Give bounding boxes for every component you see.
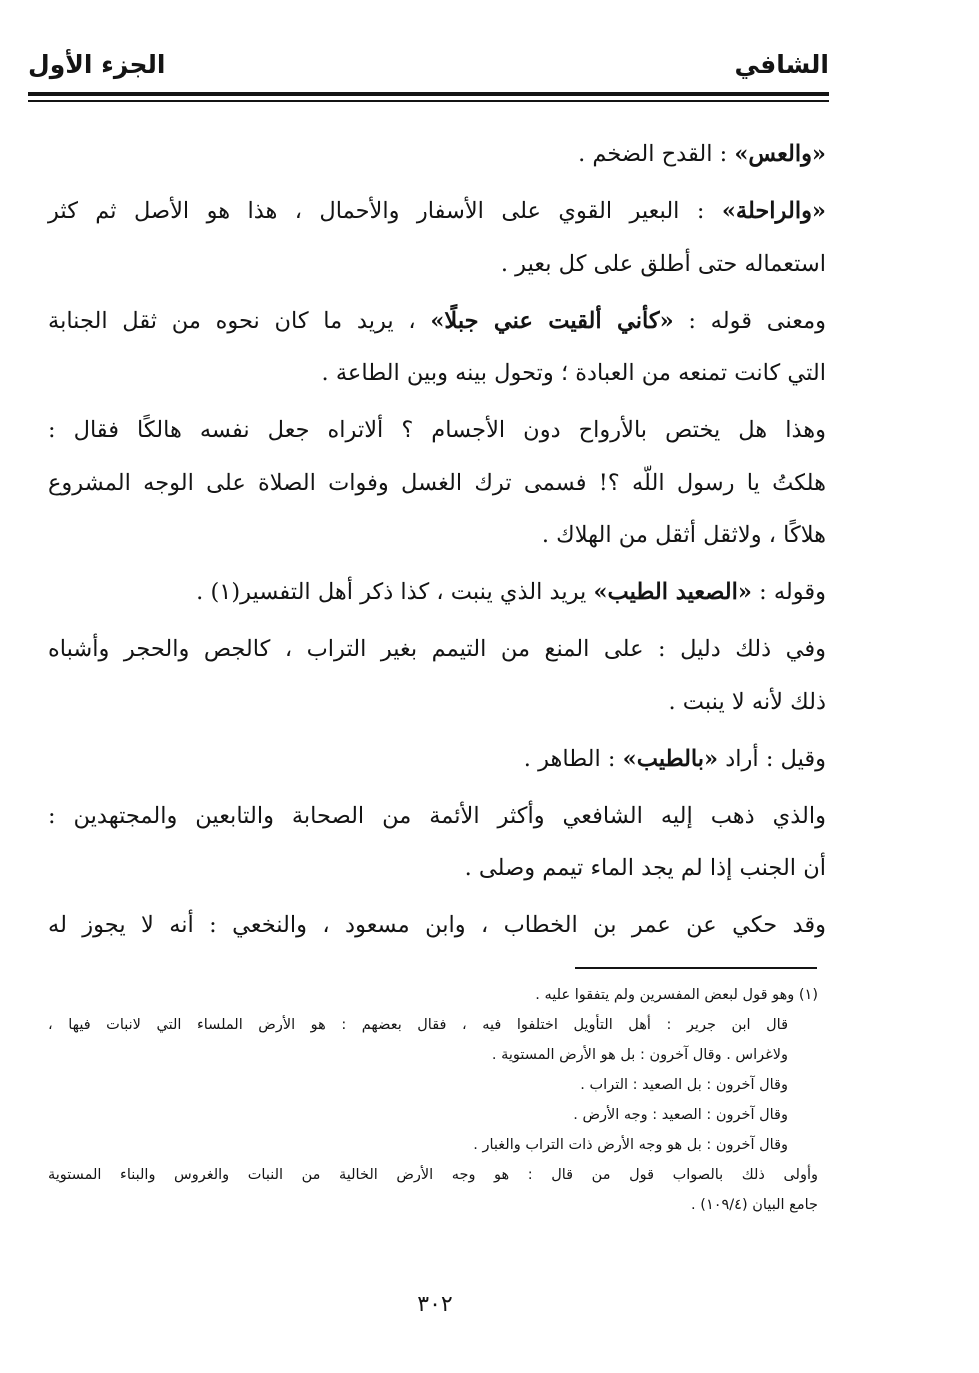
footnote-line: وقال آخرون : بل الصعيد : التراب .	[580, 1077, 788, 1093]
text-line: أن الجنب إذا لم يجد الماء تيمم وصلى .	[464, 855, 826, 881]
text-line: ذلك لأنه لا ينبت .	[668, 688, 826, 715]
running-header	[28, 50, 829, 86]
main-text	[48, 128, 826, 956]
footnotes	[48, 980, 818, 1220]
footnote-line: وقال آخرون : بل هو وجه الأرض ذات التراب والغبار .	[473, 1137, 788, 1153]
text-line: وفي ذلك دليل : على المنع من التيمم بغير التراب ، كالجص والحجر وأشباه	[48, 636, 826, 662]
footnote-line: وأولى ذلك بالصواب قول من قال : هو وجه الأرض الخالية من النبات والغروس والبناء المستوية	[48, 1167, 818, 1183]
text-line: استعماله حتى أطلق على كل بعير .	[500, 250, 826, 277]
key-term: «كأني ألقيت عني جبلًا»	[430, 307, 674, 334]
text-line: ومعنى قوله : «كأني ألقيت عني جبلًا» ، يريد ما كان نحوه من ثقل الجنابة	[48, 307, 827, 334]
footnote-line: قال ابن جرير : أهل التأويل اختلفوا فيه ، فقال بعضهم : هو الأرض الملساء التي لانبات فيها ،	[48, 1017, 788, 1033]
key-term: «بالطيب»	[622, 745, 719, 772]
text-line: هلكتُ يا رسول اللّه ؟! فسمى ترك الغسل وفوات الصلاة على الوجه المشروع	[48, 469, 826, 496]
text-line: «والعس» : القدح الضخم .	[578, 141, 826, 167]
text-line: التي كانت تمنعه من العبادة ؛ وتحول بينه وبين الطاعة .	[321, 360, 826, 386]
paragraph	[48, 623, 826, 728]
key-term: «والراحلة»	[721, 198, 826, 224]
text-line: هلاكًا ، ولاثقل أثقل من الهلاك .	[541, 522, 826, 548]
paragraph	[48, 899, 826, 952]
key-term: «والعس»	[734, 141, 826, 167]
paragraph	[48, 185, 826, 290]
page-number: ٣٠٢	[417, 1292, 453, 1317]
paragraph	[48, 790, 826, 895]
key-term: «الصعيد الطيب»	[593, 579, 752, 605]
text-line: وهذا هل يختص بالأرواح دون الأجسام ؟ ألاتراه جعل نفسه هالكًا فقال :	[48, 417, 826, 443]
footnote-separator	[575, 967, 817, 969]
header-rule-thick	[28, 92, 829, 96]
footnote-line: جامع البيان (١٠٩/٤) .	[691, 1197, 818, 1213]
paragraph	[48, 295, 826, 400]
paragraph	[48, 404, 826, 562]
header-rule-thin	[28, 100, 829, 102]
paragraph	[48, 128, 826, 181]
text-line: وقيل : أراد «بالطيب» : الطاهر .	[523, 745, 826, 772]
footnote-line: ولاغراس . وقال آخرون : بل هو الأرض المستوية .	[491, 1047, 788, 1063]
text-line: وقوله : «الصعيد الطيب» يريد الذي ينبت ، كذا ذكر أهل التفسير(١) .	[196, 579, 826, 605]
volume-label: الجزء الأول	[28, 50, 166, 79]
text-line: والذي ذهب إليه الشافعي وأكثر الأئمة من الصحابة والتابعين والمجتهدين :	[48, 802, 826, 829]
footnote-line: وقال آخرون : الصعيد : وجه الأرض .	[573, 1107, 788, 1123]
text-line: وقد حكي عن عمر بن الخطاب ، وابن مسعود ، والنخعي : أنه لا يجوز له	[48, 912, 826, 938]
footnote-line: (١) وهو قول لبعض المفسرين ولم يتفقوا عليه .	[535, 987, 818, 1003]
book-title: الشافي	[734, 50, 829, 79]
paragraph	[48, 566, 826, 619]
text-line: «والراحلة» : البعير القوي على الأسفار والأحمال ، هذا هو الأصل ثم كثر	[48, 198, 826, 224]
paragraph	[48, 733, 826, 786]
